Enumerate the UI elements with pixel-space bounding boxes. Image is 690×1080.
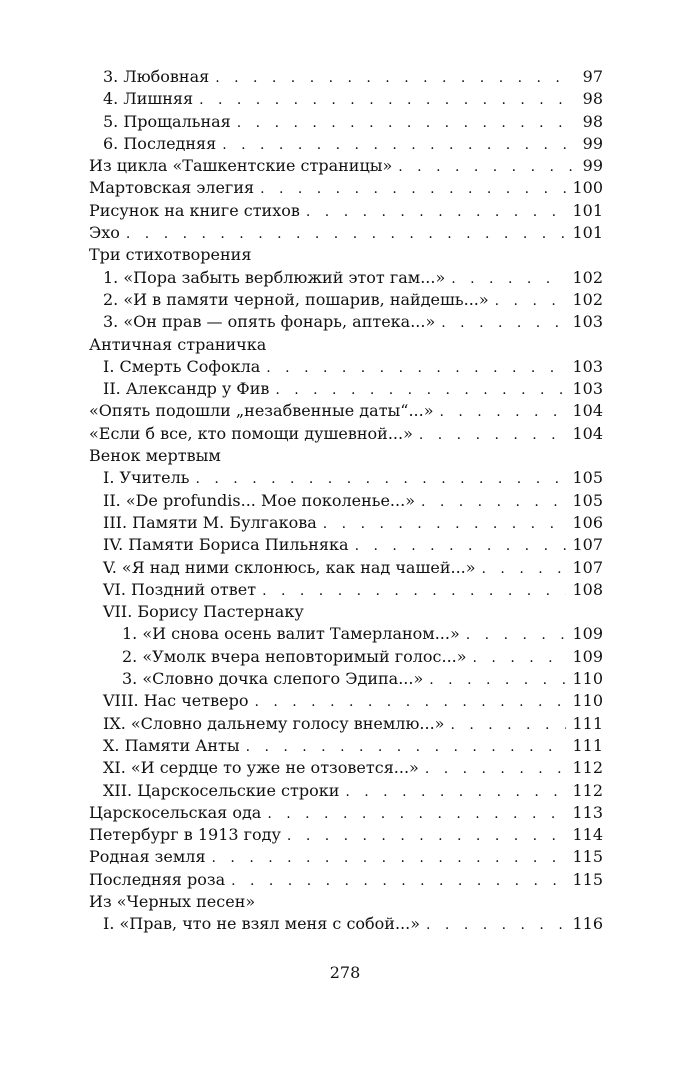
- toc-entry-title: VI. Поздний ответ: [103, 579, 257, 599]
- toc-entry-page: 112: [572, 758, 603, 778]
- toc-entry-title: V. «Я над ними склонюсь, как над чашей...»: [103, 557, 476, 577]
- toc-entry: [89, 200, 603, 222]
- toc-section-heading: [89, 601, 603, 623]
- toc-entry-title: Из «Черных песен»: [89, 891, 256, 911]
- dot-leader: [450, 714, 566, 736]
- toc-entry-page: 105: [572, 468, 603, 488]
- toc-entry: [89, 780, 603, 802]
- toc-entry-page: 113: [572, 802, 603, 822]
- toc-entry-title: 3. «Словно дочка слепого Эдипа...»: [122, 669, 424, 689]
- toc-entry: [89, 356, 603, 378]
- dot-leader: [212, 847, 567, 869]
- toc-entry-title: 4. Лишняя: [103, 89, 194, 109]
- toc-entry-page: 103: [572, 312, 603, 332]
- toc-entry-title: 3. «Он прав — опять фонарь, аптека...»: [103, 312, 436, 332]
- toc-entry-title: 2. «Умолк вчера неповторимый голос...»: [122, 646, 467, 666]
- toc-entry: [89, 557, 603, 579]
- dot-leader: [482, 558, 567, 580]
- toc-entry: [89, 66, 603, 88]
- toc-entry: [89, 668, 603, 690]
- toc-entry-page: 97: [582, 67, 603, 86]
- toc-section-heading: [89, 891, 603, 913]
- toc-entry: [89, 289, 603, 311]
- dot-leader: [231, 870, 566, 892]
- toc-entry-page: 100: [572, 178, 603, 198]
- toc-entry-title: IV. Памяти Бориса Пильняка: [103, 535, 349, 555]
- toc-entry: [89, 378, 603, 400]
- toc-entry: [89, 490, 603, 512]
- toc-entry-title: Из цикла «Ташкентские страницы»: [89, 156, 393, 176]
- toc-entry-page: 106: [572, 512, 603, 532]
- toc-entry-page: 116: [572, 914, 603, 934]
- toc-entry-title: Мартовская элегия: [89, 178, 255, 198]
- toc-entry: [89, 133, 603, 155]
- toc-entry: [89, 735, 603, 757]
- toc-entry: [89, 690, 603, 712]
- dot-leader: [222, 134, 575, 156]
- toc-entry: [89, 177, 603, 199]
- toc-entry: [89, 869, 603, 891]
- dot-leader: [473, 647, 567, 669]
- dot-leader: [429, 669, 566, 691]
- dot-leader: [215, 67, 575, 89]
- toc-entry-page: 115: [572, 869, 603, 889]
- toc-entry-title: 2. «И в памяти черной, пошарив, найдешь...»: [103, 289, 489, 309]
- dot-leader: [451, 268, 566, 290]
- toc-entry-title: X. Памяти Анты: [103, 735, 240, 755]
- toc-entry-title: Венок мертвым: [89, 446, 221, 466]
- toc-entry-page: 111: [572, 735, 603, 755]
- toc-entry-title: Рисунок на книге стихов: [89, 200, 300, 220]
- toc-entry-page: 110: [572, 669, 603, 689]
- dot-leader: [398, 156, 575, 178]
- toc-entry-title: II. «De profundis... Мое поколенье...»: [103, 490, 415, 510]
- toc-entry-title: Петербург в 1913 году: [89, 825, 281, 845]
- dot-leader: [275, 379, 566, 401]
- toc-entry-title: Античная страничка: [89, 334, 267, 354]
- toc-entry-title: 1. «Пора забыть верблюжий этот гам...»: [103, 267, 446, 287]
- toc-entry-page: 108: [572, 579, 603, 599]
- toc-entry-page: 110: [572, 691, 603, 711]
- toc-entry: [89, 913, 603, 935]
- toc-entry-title: Царскосельская ода: [89, 802, 262, 822]
- toc-entry-title: XII. Царскосельские строки: [103, 780, 340, 800]
- dot-leader: [262, 580, 566, 602]
- toc-section-heading: [89, 445, 603, 467]
- dot-leader: [466, 624, 567, 646]
- dot-leader: [260, 178, 566, 200]
- toc-entry-page: 99: [582, 156, 603, 176]
- toc-entry-title: Последняя роза: [89, 869, 226, 889]
- toc-entry-title: XI. «И сердце то уже не отзовется...»: [103, 758, 419, 778]
- toc-entry-page: 109: [572, 646, 603, 666]
- dot-leader: [345, 781, 566, 803]
- toc-entry-page: 109: [572, 624, 603, 644]
- toc-entry-page: 102: [572, 289, 603, 309]
- toc-entry: [89, 534, 603, 556]
- toc-entry-page: 101: [572, 223, 603, 243]
- toc-entry-page: 102: [572, 267, 603, 287]
- dot-leader: [126, 223, 567, 245]
- dot-leader: [323, 513, 567, 535]
- toc-entry-page: 105: [572, 490, 603, 510]
- toc-entry-page: 112: [572, 780, 603, 800]
- toc-entry: [89, 623, 603, 645]
- toc-entry: [89, 400, 603, 422]
- toc-entry-title: IX. «Словно дальнему голосу внемлю...»: [103, 713, 445, 733]
- dot-leader: [254, 691, 566, 713]
- toc-entry-page: 104: [572, 423, 603, 443]
- toc-entry: [89, 846, 603, 868]
- dot-leader: [421, 491, 566, 513]
- toc-entry: [89, 802, 603, 824]
- toc-entry-page: 107: [572, 535, 603, 555]
- toc-entry-title: I. «Прав, что не взял меня с собой...»: [103, 914, 421, 934]
- toc-entry: [89, 88, 603, 110]
- toc-entry: [89, 467, 603, 489]
- dot-leader: [440, 401, 567, 423]
- toc-entry: [89, 579, 603, 601]
- toc-section-heading: [89, 334, 603, 356]
- toc-entry-page: 98: [582, 111, 603, 131]
- toc-entry-title: Эхо: [89, 223, 120, 243]
- toc-entry: [89, 824, 603, 846]
- toc-entry-page: 107: [572, 557, 603, 577]
- dot-leader: [246, 736, 567, 758]
- toc-entry-page: 103: [572, 379, 603, 399]
- table-of-contents: [89, 66, 603, 936]
- dot-leader: [196, 468, 567, 490]
- toc-entry: [89, 311, 603, 333]
- toc-entry-title: 6. Последняя: [103, 133, 217, 153]
- toc-entry: [89, 713, 603, 735]
- toc-entry-title: Три стихотворения: [89, 245, 252, 265]
- toc-entry: [89, 222, 603, 244]
- toc-entry-title: I. Смерть Софокла: [103, 356, 261, 376]
- toc-entry-page: 103: [572, 356, 603, 376]
- toc-entry-page: 104: [572, 401, 603, 421]
- toc-entry: [89, 646, 603, 668]
- dot-leader: [237, 112, 575, 134]
- dot-leader: [287, 825, 567, 847]
- toc-entry-title: II. Александр у Фив: [103, 379, 270, 399]
- dot-leader: [426, 914, 566, 936]
- toc-entry: [89, 155, 603, 177]
- page-number: 278: [329, 963, 361, 982]
- toc-entry: [89, 111, 603, 133]
- dot-leader: [441, 312, 566, 334]
- toc-entry-title: 5. Прощальная: [103, 111, 231, 131]
- toc-entry-page: 98: [582, 89, 603, 109]
- dot-leader: [495, 290, 567, 312]
- toc-entry: [89, 512, 603, 534]
- toc-entry-title: 3. Любовная: [103, 67, 210, 86]
- dot-leader: [266, 357, 566, 379]
- toc-entry-page: 114: [572, 825, 603, 845]
- dot-leader: [425, 758, 567, 780]
- toc-entry-title: Родная земля: [89, 847, 206, 867]
- dot-leader: [355, 535, 567, 557]
- toc-entry-page: 99: [582, 133, 603, 153]
- toc-entry-title: 1. «И снова осень валит Тамерланом...»: [122, 624, 460, 644]
- toc-entry-page: 101: [572, 200, 603, 220]
- toc-entry-title: «Если б все, кто помощи душевной...»: [89, 423, 413, 443]
- dot-leader: [419, 424, 567, 446]
- toc-entry: [89, 423, 603, 445]
- toc-entry-page: 111: [572, 713, 603, 733]
- dot-leader: [199, 89, 575, 111]
- toc-entry-title: III. Памяти М. Булгакова: [103, 512, 317, 532]
- toc-entry: [89, 267, 603, 289]
- toc-entry-title: «Опять подошли „незабвенные даты“...»: [89, 401, 434, 421]
- dot-leader: [306, 201, 567, 223]
- toc-entry-title: I. Учитель: [103, 468, 190, 488]
- toc-entry: [89, 757, 603, 779]
- dot-leader: [267, 803, 566, 825]
- toc-section-heading: [89, 244, 603, 266]
- toc-entry-page: 115: [572, 847, 603, 867]
- toc-entry-title: VIII. Нас четверо: [103, 691, 249, 711]
- toc-entry-title: VII. Борису Пастернаку: [103, 602, 304, 622]
